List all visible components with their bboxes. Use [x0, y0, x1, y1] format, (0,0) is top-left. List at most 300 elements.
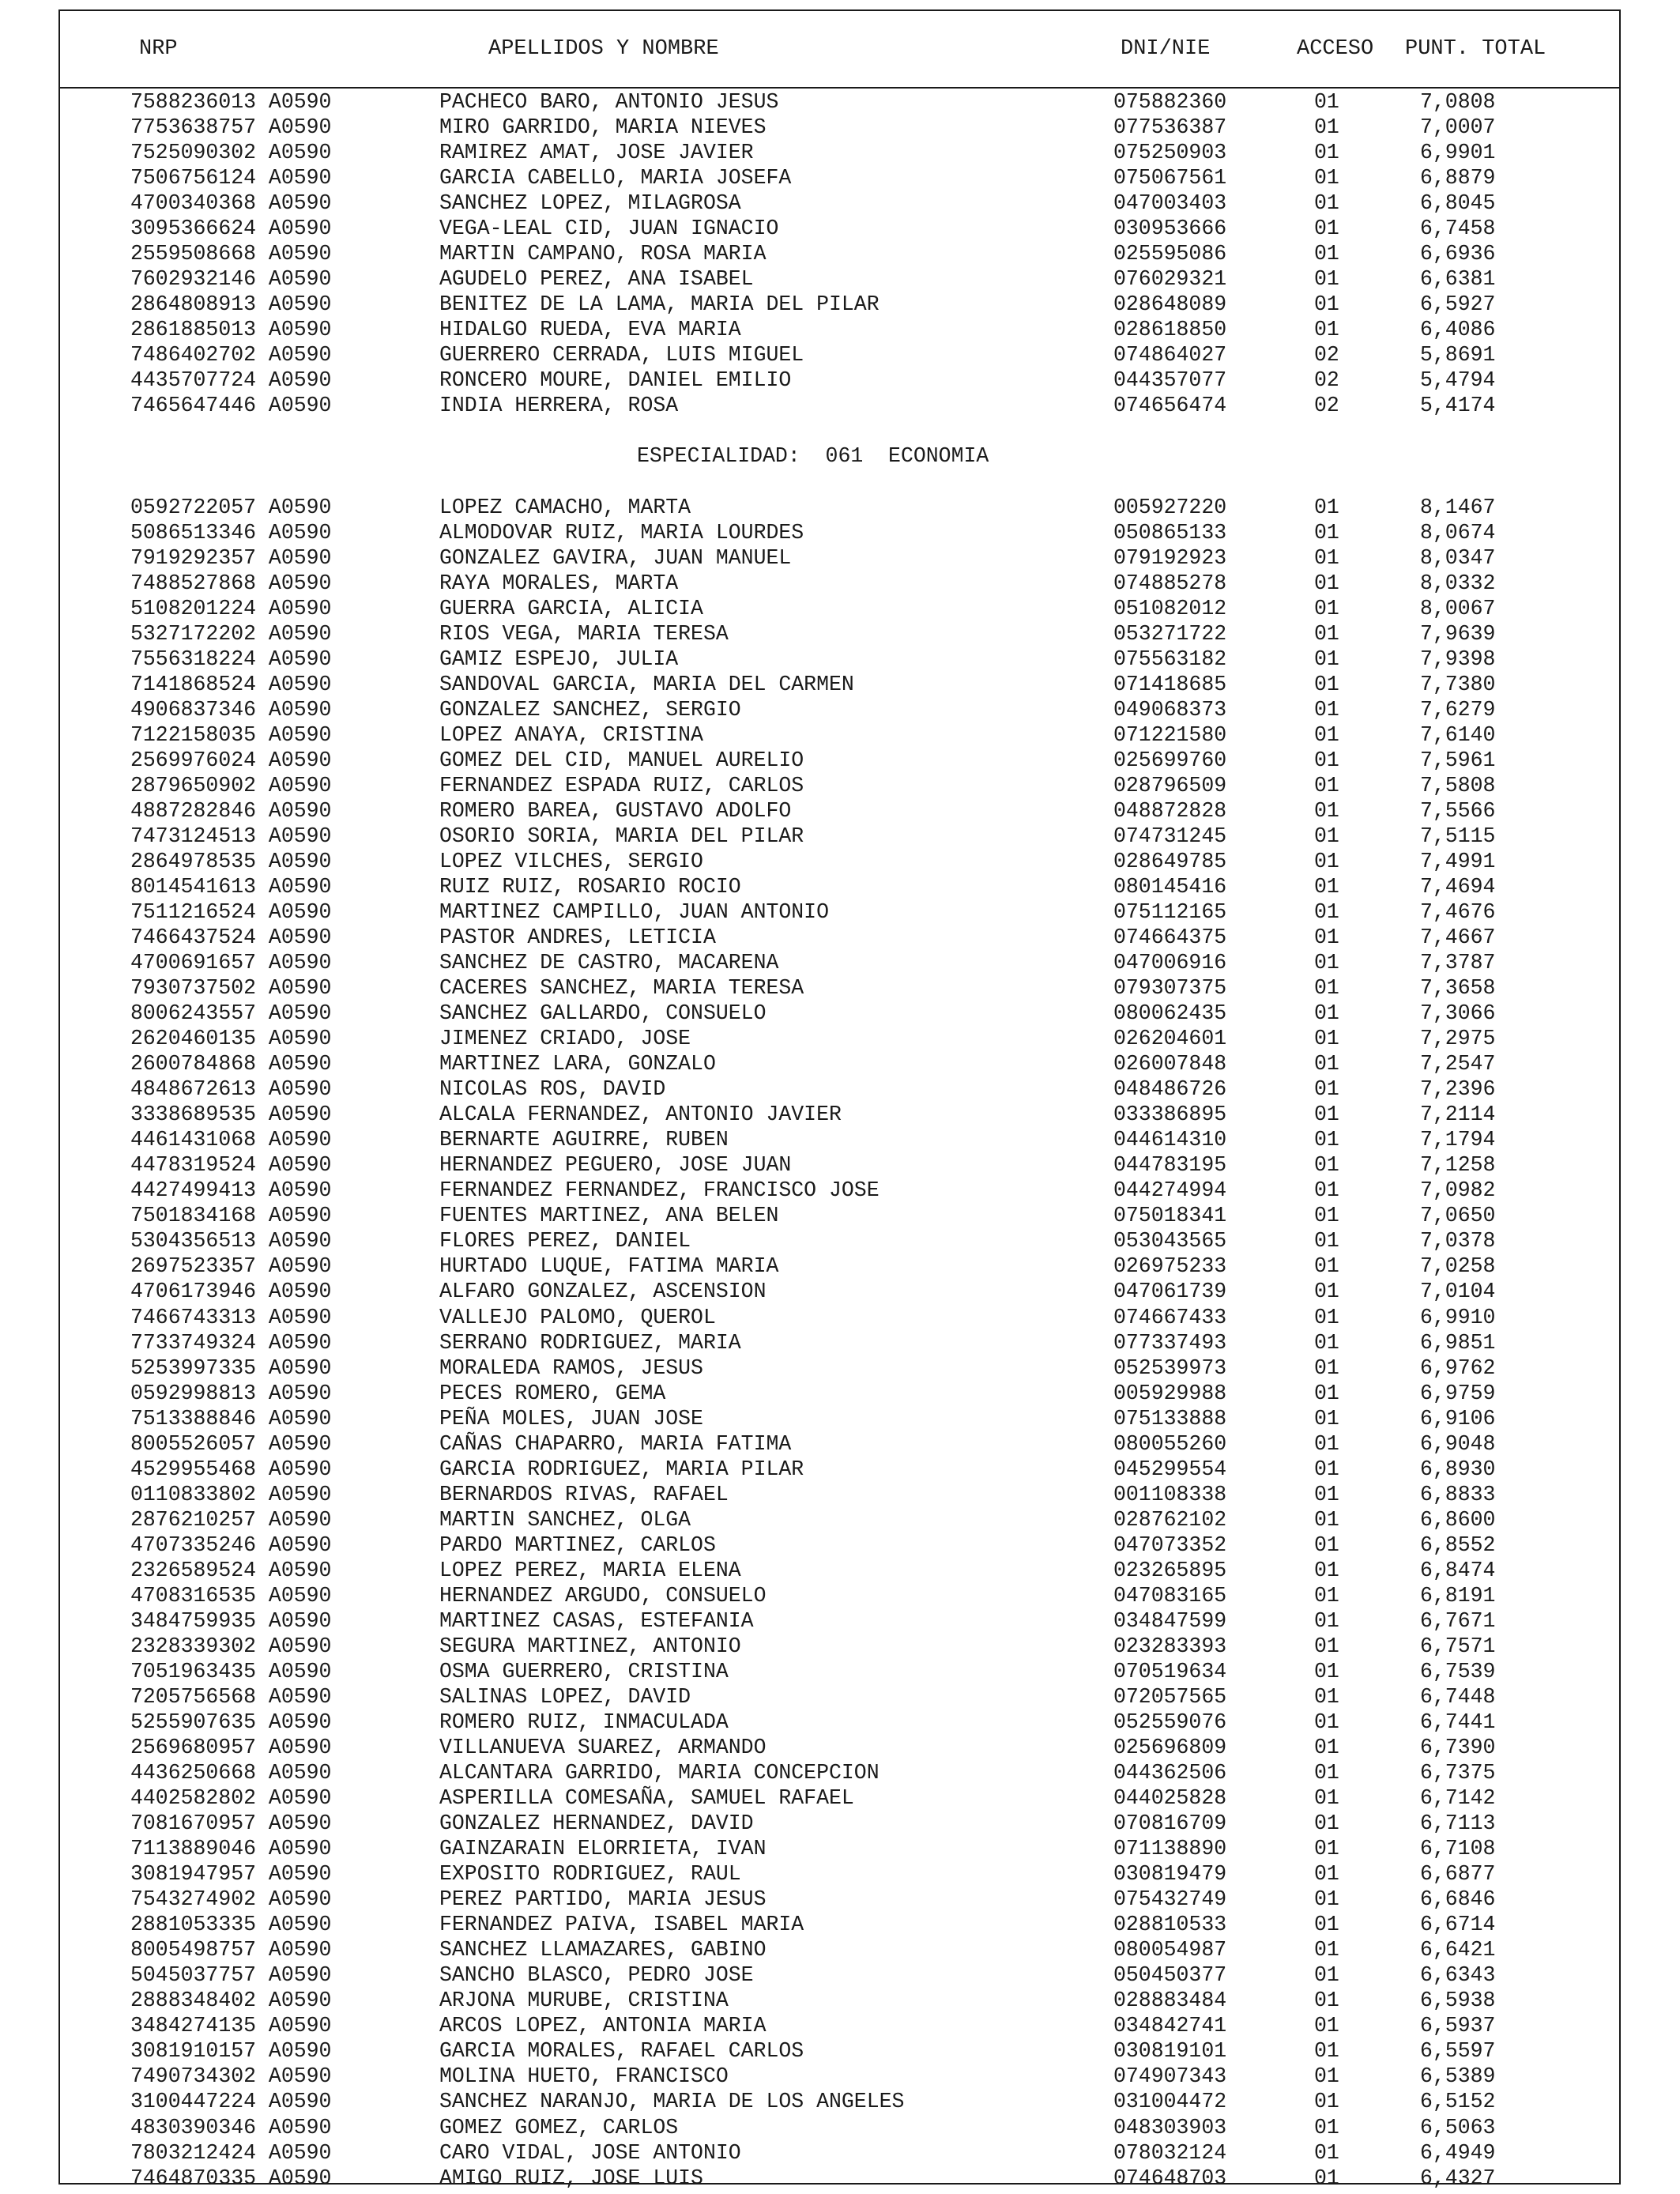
- puntuacion-cell: 6,7441: [1420, 1710, 1496, 1735]
- dni-cell: 074864027: [1113, 343, 1227, 368]
- dni-cell: 025699760: [1113, 748, 1227, 772]
- puntuacion-cell: 6,8474: [1420, 1558, 1496, 1582]
- table-row: [0, 1937, 1680, 1962]
- table-row: [0, 1026, 1680, 1051]
- dni-cell: 028883484: [1113, 1989, 1227, 2013]
- table-row: [0, 1836, 1680, 1861]
- table-row: [0, 1811, 1680, 1836]
- name-cell: RAMIREZ AMAT, JOSE JAVIER: [439, 141, 754, 165]
- table-row: [0, 1785, 1680, 1811]
- table-row: [0, 773, 1680, 798]
- nrp-cell: 4707335246 A0590: [130, 1532, 332, 1557]
- nrp-cell: 3081947957 A0590: [130, 1862, 332, 1887]
- puntuacion-cell: 7,2396: [1420, 1077, 1496, 1102]
- table-row: [0, 596, 1680, 621]
- name-cell: GARCIA CABELLO, MARIA JOSEFA: [439, 166, 792, 190]
- name-cell: AGUDELO PEREZ, ANA ISABEL: [439, 267, 754, 292]
- name-cell: MARTINEZ CASAS, ESTEFANIA: [439, 1608, 754, 1633]
- name-cell: MARTIN SANCHEZ, OLGA: [439, 1507, 691, 1532]
- nrp-cell: 5045037757 A0590: [130, 1963, 332, 1988]
- dni-cell: 005929988: [1113, 1381, 1227, 1405]
- acceso-cell: 02: [1314, 368, 1339, 393]
- acceso-cell: 01: [1314, 874, 1339, 899]
- table-row: [0, 1507, 1680, 1532]
- nrp-cell: 4436250668 A0590: [130, 1761, 332, 1785]
- puntuacion-cell: 6,7390: [1420, 1736, 1496, 1760]
- puntuacion-cell: 6,8833: [1420, 1482, 1496, 1506]
- puntuacion-cell: 7,5961: [1420, 748, 1496, 772]
- nrp-cell: 4830390346 A0590: [130, 2115, 332, 2139]
- puntuacion-cell: 7,4676: [1420, 900, 1496, 925]
- puntuacion-cell: 8,0332: [1420, 571, 1496, 595]
- acceso-cell: 01: [1314, 1913, 1339, 1937]
- name-cell: GAMIZ ESPEJO, JULIA: [439, 647, 679, 671]
- puntuacion-cell: 6,9759: [1420, 1381, 1496, 1405]
- nrp-cell: 7113889046 A0590: [130, 1837, 332, 1861]
- acceso-cell: 01: [1314, 1558, 1339, 1582]
- nrp-cell: 7733749324 A0590: [130, 1330, 332, 1355]
- dni-cell: 031004472: [1113, 2090, 1227, 2114]
- dni-cell: 071138890: [1113, 1837, 1227, 1861]
- table-row: [0, 621, 1680, 647]
- nrp-cell: 2888348402 A0590: [130, 1989, 332, 2013]
- acceso-cell: 01: [1314, 1507, 1339, 1532]
- name-cell: OSORIO SORIA, MARIA DEL PILAR: [439, 824, 804, 848]
- dni-cell: 076029321: [1113, 267, 1227, 292]
- nrp-cell: 4706173946 A0590: [130, 1280, 332, 1304]
- puntuacion-cell: 8,1467: [1420, 495, 1496, 519]
- dni-cell: 074664375: [1113, 925, 1227, 950]
- puntuacion-cell: 7,2114: [1420, 1103, 1496, 1127]
- nrp-cell: 2328339302 A0590: [130, 1634, 332, 1658]
- dni-cell: 074885278: [1113, 571, 1227, 595]
- puntuacion-cell: 6,9901: [1420, 141, 1496, 165]
- puntuacion-cell: 6,7108: [1420, 1837, 1496, 1861]
- puntuacion-cell: 6,5597: [1420, 2039, 1496, 2064]
- dni-cell: 030819479: [1113, 1862, 1227, 1887]
- dni-cell: 034847599: [1113, 1608, 1227, 1633]
- nrp-cell: 7930737502 A0590: [130, 976, 332, 1001]
- table-row: [0, 798, 1680, 824]
- puntuacion-cell: 6,8600: [1420, 1507, 1496, 1532]
- puntuacion-cell: 6,7539: [1420, 1659, 1496, 1683]
- dni-cell: 075133888: [1113, 1406, 1227, 1431]
- nrp-cell: 3081910157 A0590: [130, 2039, 332, 2064]
- puntuacion-cell: 6,9762: [1420, 1355, 1496, 1380]
- dni-cell: 048303903: [1113, 2115, 1227, 2139]
- table-row: [0, 495, 1680, 520]
- table-row: [0, 697, 1680, 722]
- nrp-cell: 4529955468 A0590: [130, 1457, 332, 1481]
- nrp-cell: 4461431068 A0590: [130, 1128, 332, 1152]
- puntuacion-cell: 6,4086: [1420, 318, 1496, 342]
- puntuacion-cell: 8,0067: [1420, 596, 1496, 620]
- puntuacion-cell: 6,5389: [1420, 2064, 1496, 2089]
- puntuacion-cell: 7,2975: [1420, 1027, 1496, 1051]
- table-row: [0, 1583, 1680, 1608]
- name-cell: HERNANDEZ ARGUDO, CONSUELO: [439, 1583, 767, 1608]
- puntuacion-cell: 7,0104: [1420, 1280, 1496, 1304]
- acceso-cell: 01: [1314, 242, 1339, 266]
- name-cell: HURTADO LUQUE, FATIMA MARIA: [439, 1254, 779, 1279]
- table-row: [0, 266, 1680, 292]
- nrp-cell: 2876210257 A0590: [130, 1507, 332, 1532]
- puntuacion-cell: 6,9910: [1420, 1305, 1496, 1329]
- table-row: [0, 1330, 1680, 1355]
- table-row: [0, 1608, 1680, 1634]
- dni-cell: 044274994: [1113, 1178, 1227, 1203]
- puntuacion-cell: 7,4694: [1420, 874, 1496, 899]
- puntuacion-cell: 6,7458: [1420, 217, 1496, 241]
- nrp-cell: 7588236013 A0590: [130, 90, 332, 114]
- nrp-cell: 4708316535 A0590: [130, 1583, 332, 1608]
- table-row: [0, 748, 1680, 773]
- nrp-cell: 4427499413 A0590: [130, 1178, 332, 1203]
- name-cell: ROMERO RUIZ, INMACULADA: [439, 1710, 729, 1735]
- dni-cell: 047061739: [1113, 1280, 1227, 1304]
- nrp-cell: 0110833802 A0590: [130, 1482, 332, 1506]
- acceso-cell: 01: [1314, 773, 1339, 797]
- dni-cell: 075432749: [1113, 1887, 1227, 1912]
- name-cell: EXPOSITO RODRIGUEZ, RAUL: [439, 1862, 741, 1887]
- acceso-cell: 01: [1314, 1001, 1339, 1026]
- table-row: [0, 1659, 1680, 1684]
- nrp-cell: 3100447224 A0590: [130, 2090, 332, 2114]
- nrp-cell: 7753638757 A0590: [130, 115, 332, 140]
- dni-cell: 053271722: [1113, 621, 1227, 646]
- nrp-cell: 7122158035 A0590: [130, 722, 332, 747]
- puntuacion-cell: 7,6140: [1420, 722, 1496, 747]
- dni-cell: 050865133: [1113, 520, 1227, 545]
- name-cell: SEGURA MARTINEZ, ANTONIO: [439, 1634, 741, 1658]
- acceso-cell: 01: [1314, 571, 1339, 595]
- name-cell: VILLANUEVA SUAREZ, ARMANDO: [439, 1736, 767, 1760]
- table-row: [0, 1406, 1680, 1431]
- dni-cell: 023283393: [1113, 1634, 1227, 1658]
- nrp-cell: 2569976024 A0590: [130, 748, 332, 772]
- name-cell: MARTIN CAMPANO, ROSA MARIA: [439, 242, 767, 266]
- nrp-cell: 7488527868 A0590: [130, 571, 332, 595]
- name-cell: ARCOS LOPEZ, ANTONIA MARIA: [439, 2014, 767, 2038]
- table-row: [0, 1127, 1680, 1152]
- name-cell: INDIA HERRERA, ROSA: [439, 394, 679, 418]
- acceso-cell: 01: [1314, 1355, 1339, 1380]
- name-cell: BERNARDOS RIVAS, RAFAEL: [439, 1482, 729, 1506]
- acceso-cell: 01: [1314, 1431, 1339, 1456]
- puntuacion-cell: 7,6279: [1420, 697, 1496, 722]
- nrp-cell: 7466437524 A0590: [130, 925, 332, 950]
- puntuacion-cell: 6,7113: [1420, 1811, 1496, 1836]
- name-cell: ARJONA MURUBE, CRISTINA: [439, 1989, 729, 2013]
- acceso-cell: 01: [1314, 1963, 1339, 1988]
- puntuacion-cell: 6,6877: [1420, 1862, 1496, 1887]
- puntuacion-cell: 7,3066: [1420, 1001, 1496, 1026]
- table-row: [0, 1355, 1680, 1381]
- puntuacion-cell: 7,0982: [1420, 1178, 1496, 1203]
- nrp-cell: 5304356513 A0590: [130, 1229, 332, 1253]
- dni-cell: 028796509: [1113, 773, 1227, 797]
- puntuacion-cell: 6,6381: [1420, 267, 1496, 292]
- name-cell: CAÑAS CHAPARRO, MARIA FATIMA: [439, 1431, 792, 1456]
- name-cell: SANCHEZ NARANJO, MARIA DE LOS ANGELES: [439, 2090, 905, 2114]
- nrp-cell: 3484274135 A0590: [130, 2014, 332, 2038]
- nrp-cell: 4700691657 A0590: [130, 951, 332, 975]
- acceso-cell: 01: [1314, 267, 1339, 292]
- section-heading-row: [0, 418, 1680, 494]
- table-row: [0, 1532, 1680, 1558]
- table-row: [0, 89, 1680, 115]
- dni-cell: 001108338: [1113, 1482, 1227, 1506]
- nrp-cell: 2620460135 A0590: [130, 1027, 332, 1051]
- nrp-cell: 7465647446 A0590: [130, 394, 332, 418]
- puntuacion-cell: 7,5808: [1420, 773, 1496, 797]
- dni-cell: 075563182: [1113, 647, 1227, 671]
- puntuacion-cell: 7,5115: [1420, 824, 1496, 848]
- acceso-cell: 01: [1314, 1153, 1339, 1178]
- name-cell: RONCERO MOURE, DANIEL EMILIO: [439, 368, 792, 393]
- acceso-cell: 01: [1314, 1229, 1339, 1253]
- puntuacion-cell: 6,6936: [1420, 242, 1496, 266]
- dni-cell: 075067561: [1113, 166, 1227, 190]
- dni-cell: 034842741: [1113, 2014, 1227, 2038]
- dni-cell: 026204601: [1113, 1027, 1227, 1051]
- acceso-cell: 01: [1314, 292, 1339, 317]
- dni-cell: 028810533: [1113, 1913, 1227, 1937]
- name-cell: HERNANDEZ PEGUERO, JOSE JUAN: [439, 1153, 792, 1178]
- name-cell: ALCANTARA GARRIDO, MARIA CONCEPCION: [439, 1761, 880, 1785]
- table-row: [0, 1760, 1680, 1785]
- table-row: [0, 1887, 1680, 1912]
- table-row: [0, 647, 1680, 672]
- table-row: [0, 1253, 1680, 1279]
- name-cell: MORALEDA RAMOS, JESUS: [439, 1355, 703, 1380]
- nrp-cell: 2600784868 A0590: [130, 1052, 332, 1076]
- table-row: [0, 1431, 1680, 1457]
- section-title: ESPECIALIDAD: 061 ECONOMIA: [637, 444, 989, 469]
- dni-cell: 028648089: [1113, 292, 1227, 317]
- acceso-cell: 01: [1314, 2166, 1339, 2190]
- nrp-cell: 3095366624 A0590: [130, 217, 332, 241]
- puntuacion-cell: 6,6421: [1420, 1938, 1496, 1962]
- name-cell: RAYA MORALES, MARTA: [439, 571, 679, 595]
- table-row: [0, 2089, 1680, 2114]
- dni-cell: 047073352: [1113, 1532, 1227, 1557]
- table-row: [0, 520, 1680, 545]
- dni-cell: 075112165: [1113, 900, 1227, 925]
- table-row: [0, 1558, 1680, 1583]
- puntuacion-cell: 7,4667: [1420, 925, 1496, 950]
- puntuacion-cell: 7,0007: [1420, 115, 1496, 140]
- dni-cell: 053043565: [1113, 1229, 1227, 1253]
- name-cell: VEGA-LEAL CID, JUAN IGNACIO: [439, 217, 779, 241]
- name-cell: PEÑA MOLES, JUAN JOSE: [439, 1406, 703, 1431]
- acceso-cell: 01: [1314, 1736, 1339, 1760]
- puntuacion-cell: 6,5938: [1420, 1989, 1496, 2013]
- table-row: [0, 1001, 1680, 1026]
- acceso-cell: 01: [1314, 976, 1339, 1001]
- name-cell: MARTINEZ LARA, GONZALO: [439, 1052, 716, 1076]
- table-row: [0, 1381, 1680, 1406]
- table-row: [0, 1962, 1680, 1988]
- acceso-cell: 01: [1314, 1280, 1339, 1304]
- table-row: [0, 1735, 1680, 1760]
- puntuacion-cell: 6,9048: [1420, 1431, 1496, 1456]
- name-cell: ASPERILLA COMESAÑA, SAMUEL RAFAEL: [439, 1786, 854, 1811]
- table-row: [0, 1684, 1680, 1710]
- dni-cell: 078032124: [1113, 2140, 1227, 2165]
- nrp-cell: 7602932146 A0590: [130, 267, 332, 292]
- acceso-cell: 01: [1314, 1103, 1339, 1127]
- table-row: [0, 824, 1680, 849]
- puntuacion-cell: 7,9398: [1420, 647, 1496, 671]
- name-cell: HIDALGO RUEDA, EVA MARIA: [439, 318, 741, 342]
- acceso-cell: 01: [1314, 672, 1339, 696]
- nrp-cell: 4700340368 A0590: [130, 191, 332, 216]
- dni-cell: 028618850: [1113, 318, 1227, 342]
- name-cell: FERNANDEZ FERNANDEZ, FRANCISCO JOSE: [439, 1178, 880, 1203]
- puntuacion-cell: 6,7671: [1420, 1608, 1496, 1633]
- name-cell: PACHECO BARO, ANTONIO JESUS: [439, 90, 779, 114]
- acceso-cell: 01: [1314, 1204, 1339, 1228]
- table-row: [0, 1051, 1680, 1076]
- table-row: [0, 190, 1680, 216]
- puntuacion-cell: 5,4794: [1420, 368, 1496, 393]
- acceso-cell: 01: [1314, 2014, 1339, 2038]
- nrp-cell: 2864808913 A0590: [130, 292, 332, 317]
- header-divider: [58, 87, 1621, 89]
- puntuacion-cell: 6,8552: [1420, 1532, 1496, 1557]
- acceso-cell: 02: [1314, 343, 1339, 368]
- results-table: [0, 89, 1680, 2191]
- acceso-cell: 01: [1314, 1989, 1339, 2013]
- dni-cell: 028649785: [1113, 849, 1227, 873]
- acceso-cell: 01: [1314, 748, 1339, 772]
- acceso-cell: 01: [1314, 2039, 1339, 2064]
- table-row: [0, 368, 1680, 393]
- dni-cell: 072057565: [1113, 1684, 1227, 1709]
- puntuacion-cell: 6,5937: [1420, 2014, 1496, 2038]
- name-cell: GONZALEZ HERNANDEZ, DAVID: [439, 1811, 754, 1836]
- table-row: [0, 874, 1680, 899]
- table-row: [0, 292, 1680, 317]
- name-cell: SANCHEZ DE CASTRO, MACARENA: [439, 951, 779, 975]
- acceso-cell: 01: [1314, 798, 1339, 823]
- nrp-cell: 4402582802 A0590: [130, 1786, 332, 1811]
- acceso-cell: 01: [1314, 1659, 1339, 1683]
- dni-cell: 052559076: [1113, 1710, 1227, 1735]
- nrp-cell: 4887282846 A0590: [130, 798, 332, 823]
- dni-cell: 047003403: [1113, 191, 1227, 216]
- puntuacion-cell: 6,4949: [1420, 2140, 1496, 2165]
- name-cell: LOPEZ ANAYA, CRISTINA: [439, 722, 703, 747]
- nrp-cell: 7803212424 A0590: [130, 2140, 332, 2165]
- nrp-cell: 4848672613 A0590: [130, 1077, 332, 1102]
- dni-cell: 070816709: [1113, 1811, 1227, 1836]
- puntuacion-cell: 6,6714: [1420, 1913, 1496, 1937]
- dni-cell: 026007848: [1113, 1052, 1227, 1076]
- acceso-cell: 01: [1314, 90, 1339, 114]
- dni-cell: 025696809: [1113, 1736, 1227, 1760]
- nrp-cell: 7081670957 A0590: [130, 1811, 332, 1836]
- nrp-cell: 7511216524 A0590: [130, 900, 332, 925]
- name-cell: NICOLAS ROS, DAVID: [439, 1077, 666, 1102]
- name-cell: PASTOR ANDRES, LETICIA: [439, 925, 716, 950]
- nrp-cell: 3338689535 A0590: [130, 1103, 332, 1127]
- nrp-cell: 7051963435 A0590: [130, 1659, 332, 1683]
- column-header-acceso: ACCESO: [1297, 37, 1374, 61]
- acceso-cell: 01: [1314, 722, 1339, 747]
- puntuacion-cell: 7,0258: [1420, 1254, 1496, 1279]
- table-row: [0, 1203, 1680, 1228]
- dni-cell: 075250903: [1113, 141, 1227, 165]
- table-row: [0, 140, 1680, 165]
- table-row: [0, 1710, 1680, 1735]
- acceso-cell: 01: [1314, 1254, 1339, 1279]
- dni-cell: 044025828: [1113, 1786, 1227, 1811]
- table-row: [0, 393, 1680, 418]
- name-cell: GOMEZ GOMEZ, CARLOS: [439, 2115, 679, 2139]
- table-row: [0, 115, 1680, 140]
- table-row: [0, 1305, 1680, 1330]
- acceso-cell: 01: [1314, 495, 1339, 519]
- table-row: [0, 1102, 1680, 1127]
- dni-cell: 077337493: [1113, 1330, 1227, 1355]
- nrp-cell: 2879650902 A0590: [130, 773, 332, 797]
- dni-cell: 050450377: [1113, 1963, 1227, 1988]
- dni-cell: 075882360: [1113, 90, 1227, 114]
- name-cell: GARCIA RODRIGUEZ, MARIA PILAR: [439, 1457, 804, 1481]
- acceso-cell: 01: [1314, 545, 1339, 570]
- puntuacion-cell: 6,5927: [1420, 292, 1496, 317]
- dni-cell: 070519634: [1113, 1659, 1227, 1683]
- name-cell: GUERRA GARCIA, ALICIA: [439, 596, 703, 620]
- acceso-cell: 01: [1314, 1305, 1339, 1329]
- acceso-cell: 01: [1314, 141, 1339, 165]
- dni-cell: 023265895: [1113, 1558, 1227, 1582]
- puntuacion-cell: 7,5566: [1420, 798, 1496, 823]
- dni-cell: 048486726: [1113, 1077, 1227, 1102]
- name-cell: RIOS VEGA, MARIA TERESA: [439, 621, 729, 646]
- dni-cell: 071418685: [1113, 672, 1227, 696]
- nrp-cell: 7501834168 A0590: [130, 1204, 332, 1228]
- name-cell: FERNANDEZ ESPADA RUIZ, CARLOS: [439, 773, 804, 797]
- name-cell: LOPEZ PEREZ, MARIA ELENA: [439, 1558, 741, 1582]
- table-row: [0, 2115, 1680, 2140]
- nrp-cell: 7473124513 A0590: [130, 824, 332, 848]
- nrp-cell: 2881053335 A0590: [130, 1913, 332, 1937]
- column-header-name: APELLIDOS Y NOMBRE: [488, 37, 719, 61]
- nrp-cell: 7205756568 A0590: [130, 1684, 332, 1709]
- dni-cell: 044357077: [1113, 368, 1227, 393]
- puntuacion-cell: 7,0378: [1420, 1229, 1496, 1253]
- acceso-cell: 01: [1314, 520, 1339, 545]
- puntuacion-cell: 6,4327: [1420, 2166, 1496, 2190]
- puntuacion-cell: 5,4174: [1420, 394, 1496, 418]
- acceso-cell: 01: [1314, 697, 1339, 722]
- acceso-cell: 01: [1314, 1482, 1339, 1506]
- name-cell: CARO VIDAL, JOSE ANTONIO: [439, 2140, 741, 2165]
- name-cell: PEREZ PARTIDO, MARIA JESUS: [439, 1887, 767, 1912]
- name-cell: RUIZ RUIZ, ROSARIO ROCIO: [439, 874, 741, 899]
- table-row: [0, 2038, 1680, 2064]
- acceso-cell: 01: [1314, 824, 1339, 848]
- acceso-cell: 01: [1314, 2090, 1339, 2114]
- acceso-cell: 01: [1314, 1381, 1339, 1405]
- table-row: [0, 2064, 1680, 2089]
- table-row: [0, 975, 1680, 1001]
- puntuacion-cell: 6,8045: [1420, 191, 1496, 216]
- dni-cell: 080054987: [1113, 1938, 1227, 1962]
